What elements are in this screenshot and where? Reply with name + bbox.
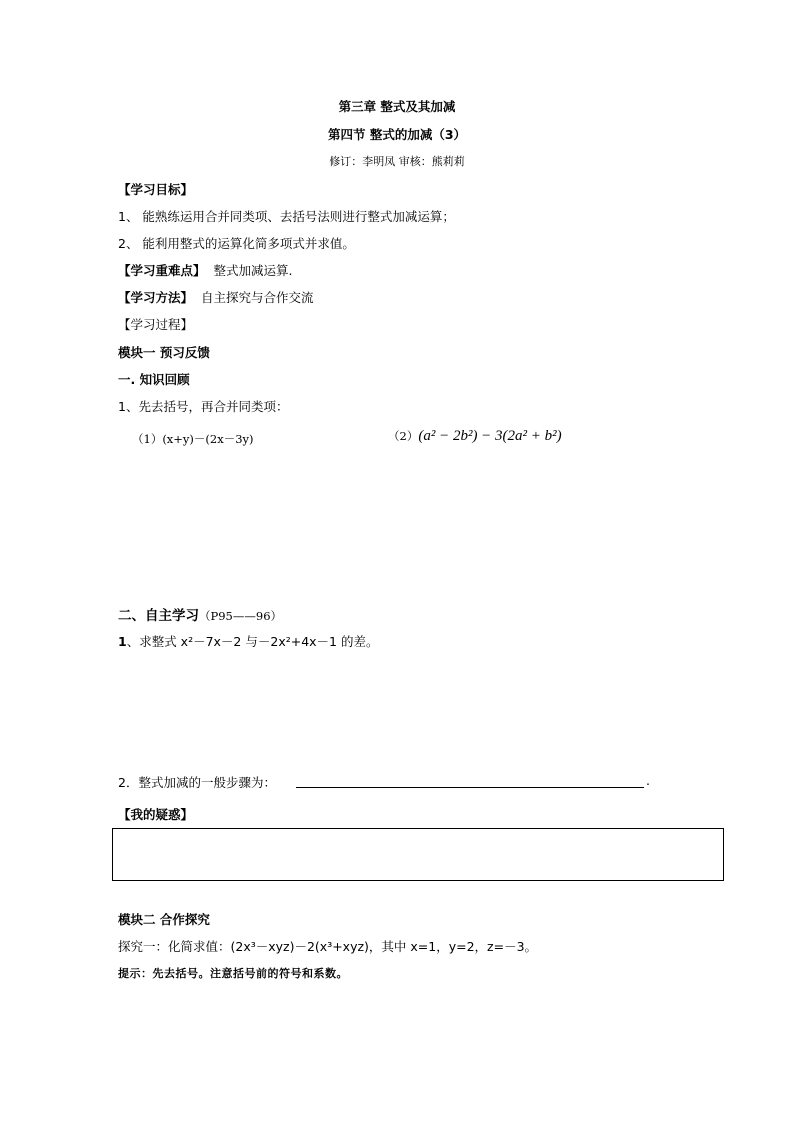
doubts-box[interactable] [112,828,724,881]
question-3-end: . [646,773,650,788]
question-2-number: 1 [118,634,127,649]
process-label: 【学习过程】 [118,317,194,332]
method [118,288,314,306]
question-1b [388,428,562,445]
key-points-text: 整式加减运算. [213,263,293,278]
question-2 [118,632,378,650]
question-3-text: 2．整式加减的一般步骤为： [118,775,276,790]
credits: 修订：李明凤 审核：熊莉莉 [329,155,465,168]
objectives-heading: 【学习目标】 [118,182,194,197]
module1-title: 模块一 预习反馈 [118,345,210,360]
question-2-text: 、求整式 x²－7x－2 与－2x²+4x－1 的差。 [126,634,379,649]
objective-1: 1、 能熟练运用合并同类项、去括号法则进行整式加减运算； [118,209,455,224]
key-points-label: 【学习重难点】 [118,263,206,278]
objective-2: 2、 能利用整式的运算化简多项式并求值。 [118,236,355,251]
explore-1: 探究一：化简求值：(2x³－xyz)－2(x³+xyz)，其中 x=1，y=2，z=－3。 [118,939,538,954]
key-points [118,261,293,279]
section-title: 第四节 整式的加减（3） [327,127,467,142]
self-study-pages: （P95——96） [199,609,283,623]
method-text: 自主探究与合作交流 [201,290,314,305]
question-1b-label: （2） [388,429,419,443]
method-label: 【学习方法】 [118,290,194,305]
self-study-title: 二、自主学习 [118,608,199,624]
question-1b-expression: (a² − 2b²) − 3(2a² + b²) [418,428,562,444]
self-study-heading [118,604,282,624]
module2-title: 模块二 合作探究 [118,912,210,927]
chapter-title: 第三章 整式及其加减 [338,99,456,114]
question-1a: （1）(x+y)－(2x－3y) [132,432,254,446]
knowledge-review-heading: 一. 知识回顾 [118,372,190,387]
answer-blank-line[interactable] [296,787,644,788]
doubts-label: 【我的疑惑】 [118,807,194,822]
hint-text: 提示：先去括号。注意括号前的符号和系数。 [118,967,348,980]
question-1-prompt: 1、先去括号，再合并同类项： [118,399,289,414]
